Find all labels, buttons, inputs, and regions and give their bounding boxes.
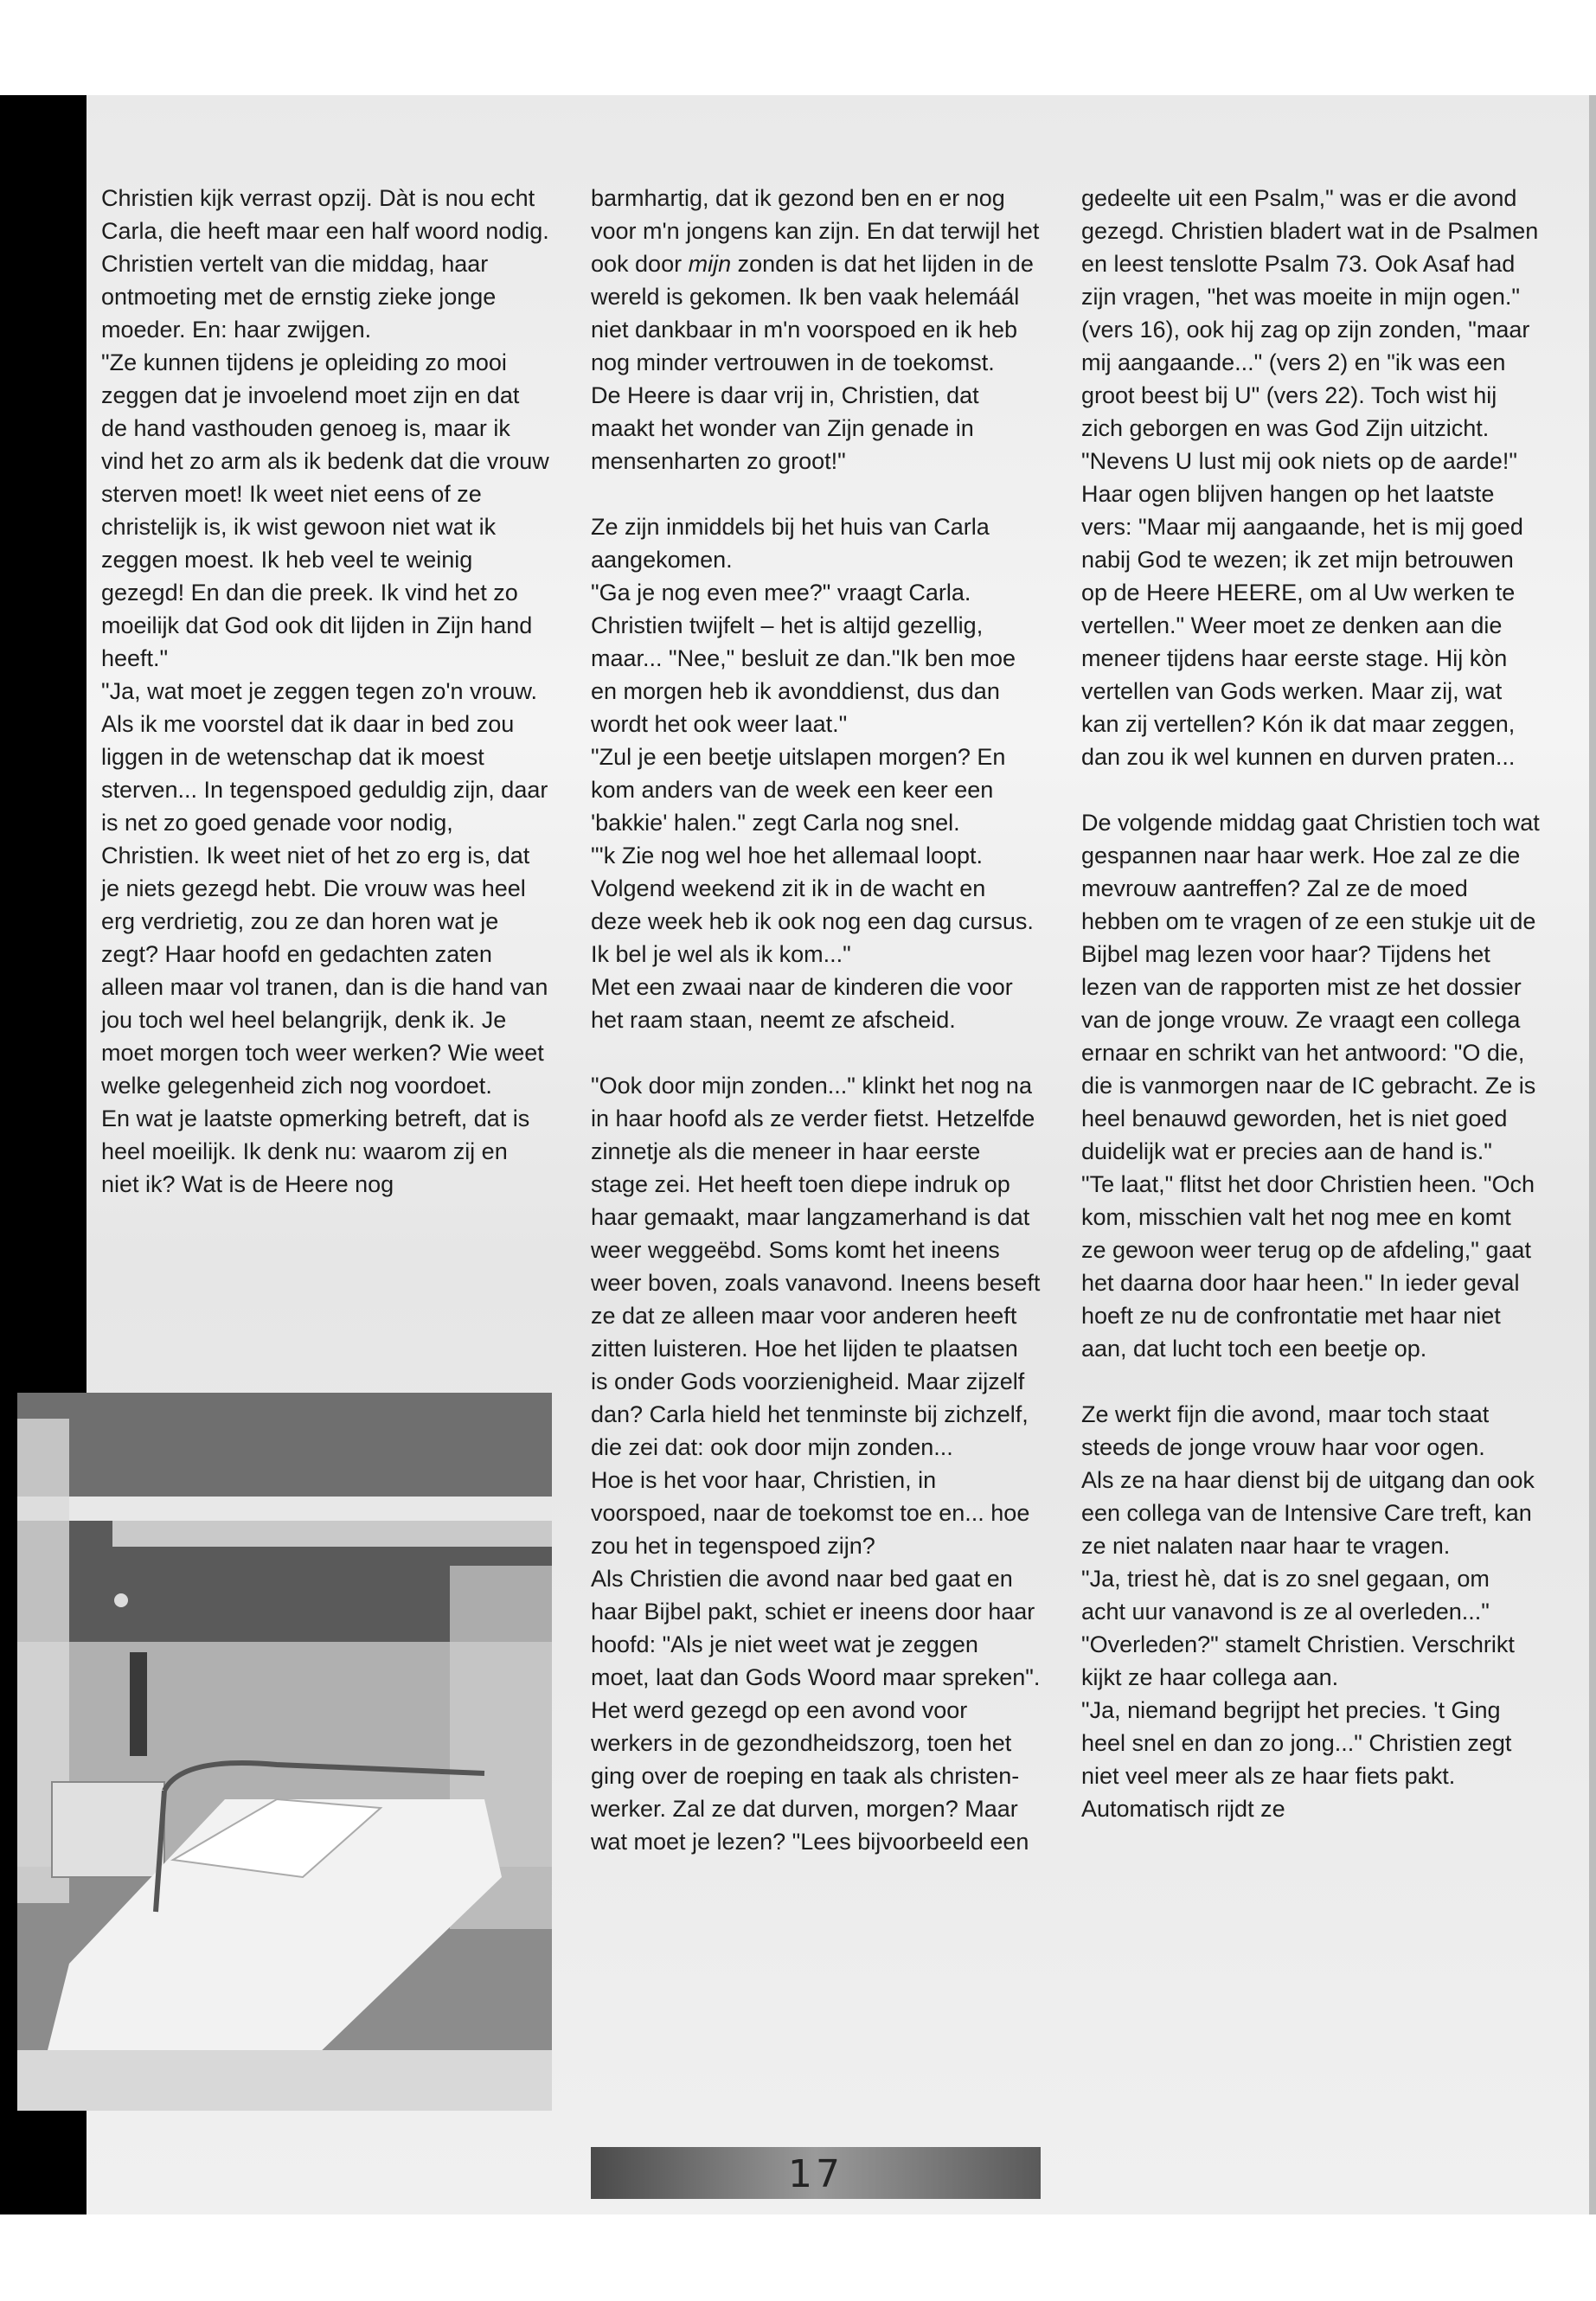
paragraph: En wat je laatste opmerking betreft, dat is heel moeilijk. Ik denk nu: waarom zij en niet ik? Wat is de Heere nog xyxy=(101,1106,530,1197)
paragraph: Ze zijn inmiddels bij het huis van Carla aangekomen. xyxy=(591,514,990,573)
text-column-1 xyxy=(101,182,551,1201)
paragraph: Met een zwaai naar de kinderen die voor het raam staan, neemt ze afscheid. xyxy=(591,974,1013,1033)
paragraph: "Ja, niemand begrijpt het precies. 't Ging heel snel en dan zo jong..." Christien zegt niet veel meer als ze haar fiets pakt. Automatisch rijdt ze xyxy=(1081,1697,1512,1822)
paragraph: De Heere is daar vrij in, Christien, dat maakt het wonder van Zijn genade in mensenharten zo groot!" xyxy=(591,382,979,474)
paragraph: Christien kijk verrast opzij. Dàt is nou echt Carla, die heeft maar een half woord nodig. xyxy=(101,185,549,244)
paragraph: "'k Zie nog wel hoe het allemaal loopt. Volgend weekend zit ik in de wacht en deze week heb ik ook nog een dag cursus. Ik bel je wel als ik kom..." xyxy=(591,843,1034,967)
magazine-page xyxy=(0,95,1596,2214)
paragraph: "Zul je een beetje uitslapen morgen? En kom anders van de week een keer een 'bakkie' halen." zegt Carla nog snel. xyxy=(591,744,1006,836)
paragraph: Als Christien die avond naar bed gaat en haar Bijbel pakt, schiet er ineens door haar hoofd: "Als je niet weet wat je zeggen moet, laat dan Gods Woord maar spreken". Het werd gezegd op een avond voor werkers in de gezondheidszorg, toen het ging over de roeping en taak als christen-werker. Zal ze dat durven, morgen? Maar wat moet je lezen? "Lees bijvoorbeeld een xyxy=(591,1566,1041,1855)
scan-right-edge xyxy=(1589,95,1596,2214)
paragraph: De volgende middag gaat Christien toch wat gespannen naar haar werk. Hoe zal ze die mevrouw aantreffen? Zal ze de moed hebben om te vragen of ze een stukje uit de Bijbel mag lezen voor haar? Tijdens het lezen van de rapporten mist ze het dossier van de jonge vrouw. Ze vraagt een collega ernaar en schrikt van het antwoord: "O die, die is vanmorgen naar de IC gebracht. Ze is heel benauwd geworden, het is niet goed duidelijk wat er precies aan de hand is." xyxy=(1081,810,1540,1164)
paragraph: "Ja, wat moet je zeggen tegen zo'n vrouw. Als ik me voorstel dat ik daar in bed zou liggen in de wetenschap dat ik moest sterven... In tegenspoed geduldig zijn, daar is net zo goed genade voor nodig, Christien. Ik weet niet of het zo erg is, dat je niets gezegd hebt. Die vrouw was heel erg verdrietig, zou ze dan horen wat je zegt? Haar hoofd en gedachten zaten alleen maar vol tranen, dan is die hand van jou toch wel heel belangrijk, denk ik. Je moet morgen toch weer werken? Wie weet welke gelegenheid zich nog voordoet. xyxy=(101,678,548,1099)
text-column-3 xyxy=(1081,182,1540,1825)
paragraph: "Ze kunnen tijdens je opleiding zo mooi zeggen dat je invoelend moet zijn en dat de hand vasthouden genoeg is, maar ik vind het zo arm als ik bedenk dat die vrouw sterven moet! Ik weet niet eens of ze christelijk is, ik wist gewoon niet wat ik zeggen moest. Ik heb veel te weinig gezegd! En dan die preek. Ik vind het zo moeilijk dat God ook dit lijden in Zijn hand heeft." xyxy=(101,349,549,671)
paragraph: gedeelte uit een Psalm," was er die avond gezegd. Christien bladert wat in de Psalmen en leest tenslotte Psalm 73. Ook Asaf had zijn vragen, "het was moeite in mijn ogen." (vers 16), ook hij zag op zijn zonden, "maar mij aangaande..." (vers 2) en "ik was een groot beest bij U" (vers 22). Toch wist hij zich geborgen en was God Zijn uitzicht. "Nevens U lust mij ook niets op de aarde!" Haar ogen blijven hangen op het laatste vers: "Maar mij aangaande, het is mij goed nabij God te wezen; ik zet mijn betrouwen op de Heere HEERE, om al Uw werken te vertellen." Weer moet ze denken aan die meneer tijdens haar eerste stage. Hij kòn vertellen van Gods werken. Maar zij, wat kan zij vertellen? Kón ik dat maar zeggen, dan zou ik wel kunnen en durven praten... xyxy=(1081,185,1539,770)
hospital-bed-photo xyxy=(17,1393,552,2111)
emphasis: mijn xyxy=(688,251,732,277)
paragraph: Hoe is het voor haar, Christien, in voorspoed, naar de toekomst toe en... hoe zou het in tegenspoed zijn? xyxy=(591,1467,1030,1559)
text-column-2 xyxy=(591,182,1041,1858)
paragraph: "Ga je nog even mee?" vraagt Carla. Christien twijfelt – het is altijd gezellig, maar... "Nee," besluit ze dan."Ik ben moe en morgen heb ik avonddienst, dus dan wordt het ook weer laat." xyxy=(591,580,1016,737)
paragraph: "Ook door mijn zonden..." klinkt het nog na in haar hoofd als ze verder fietst. Hetzelfde zinnetje als die meneer in haar eerste stage zei. Het heeft toen diepe indruk op haar gemaakt, maar langzamerhand is dat weer weggeëbd. Soms komt het ineens weer boven, zoals vanavond. Ineens beseft ze dat ze alleen maar voor anderen heeft zitten luisteren. Hoe het lijden te plaatsen is onder Gods voorzienigheid. Maar zijzelf dan? Carla hield het tenminste bij zichzelf, die zei dat: ook door mijn zonden... xyxy=(591,1073,1041,1460)
page-number-band xyxy=(591,2147,1041,2199)
paragraph: Ze werkt fijn die avond, maar toch staat steeds de jonge vrouw haar voor ogen. xyxy=(1081,1401,1490,1460)
paragraph: Als ze na haar dienst bij de uitgang dan ook een collega van de Intensive Care treft, kan ze niet nalaten naar haar te vragen. xyxy=(1081,1467,1535,1559)
paragraph: "Ja, triest hè, dat is zo snel gegaan, om acht uur vanavond is ze al overleden..." "Overleden?" stamelt Christien. Verschrikt kijkt ze haar collega aan. xyxy=(1081,1566,1515,1690)
paragraph xyxy=(591,182,1041,379)
page-number: 17 xyxy=(788,2152,843,2196)
text-run: zonden is dat het lijden in de wereld is gekomen. Ik ben vaak helemáál niet dankbaar in m'n voorspoed en ik heb nog minder vertrouwen in de toekomst. xyxy=(591,251,1034,375)
paragraph: "Te laat," flitst het door Christien heen. "Och kom, misschien valt het nog mee en komt ze gewoon weer terug op de afdeling," gaat het daarna door haar heen." In ieder geval hoeft ze nu de confrontatie met haar niet aan, dat lucht toch een beetje op. xyxy=(1081,1171,1535,1362)
paragraph: Christien vertelt van die middag, haar ontmoeting met de ernstig zieke jonge moeder. En: haar zwijgen. xyxy=(101,251,497,343)
text-run: barmhartig, dat ik gezond ben en er nog voor m'n jongens kan zijn. En dat terwijl het ook door xyxy=(591,185,1040,277)
